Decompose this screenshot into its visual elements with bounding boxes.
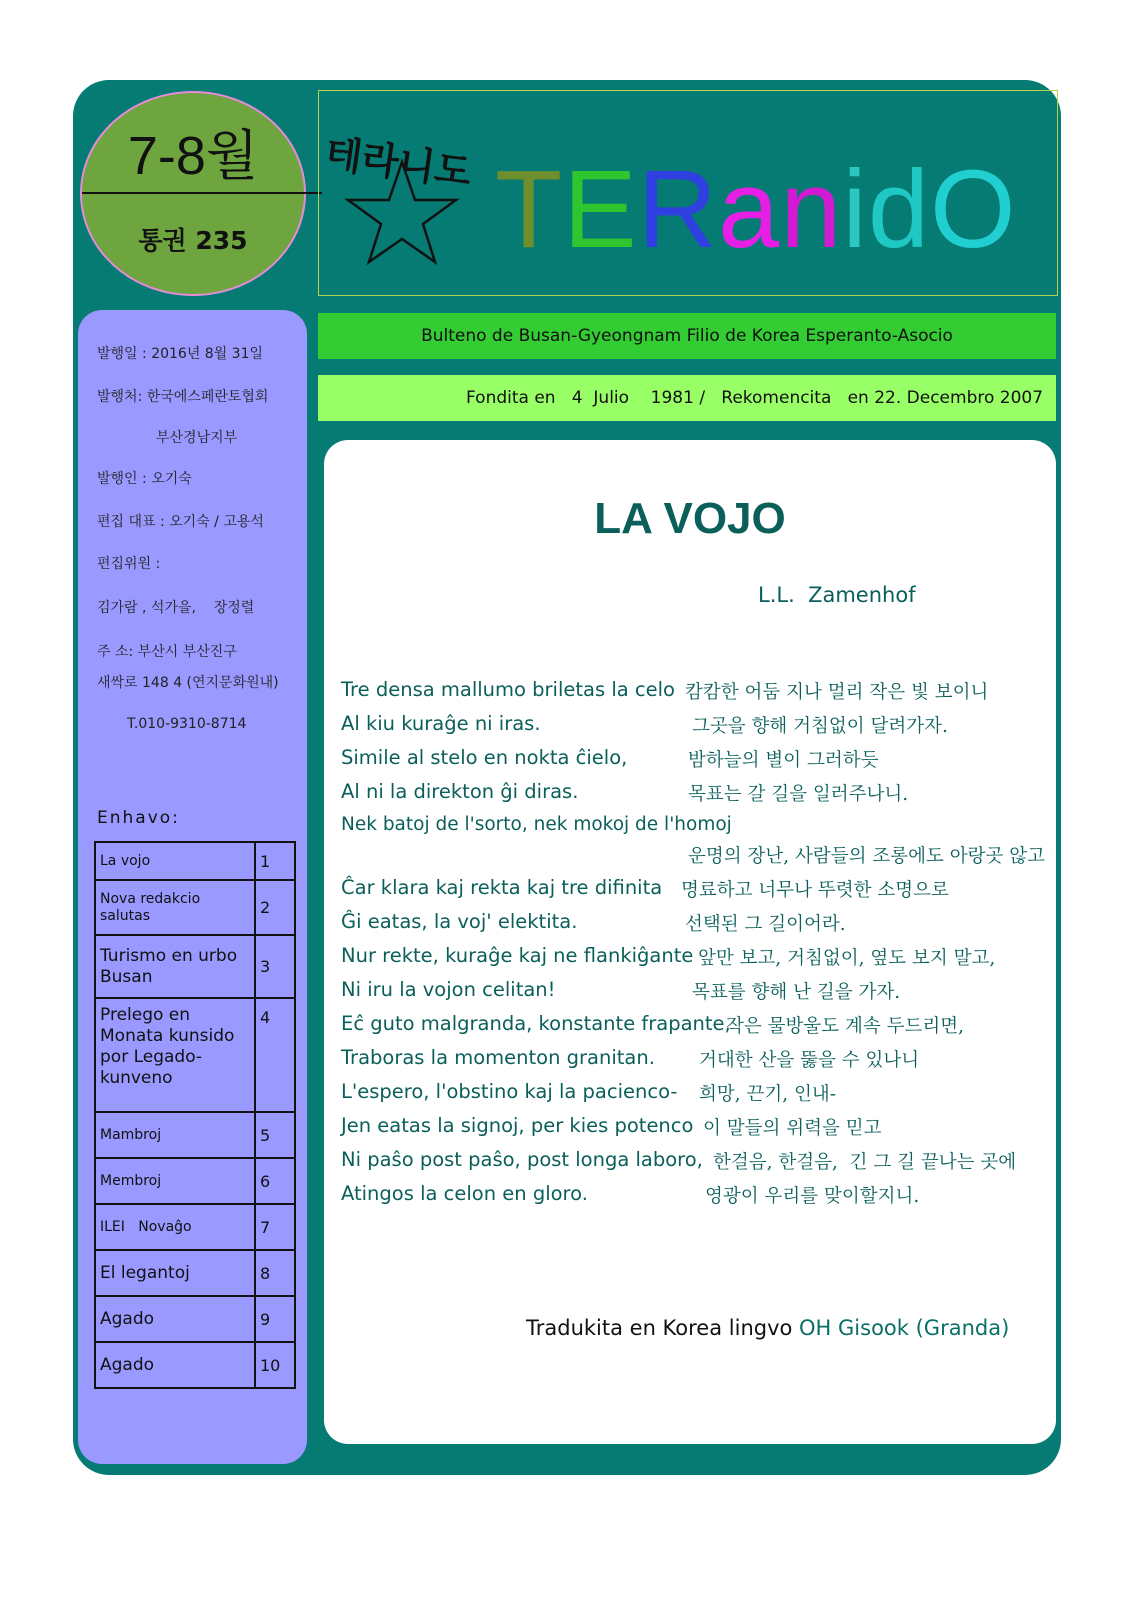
toc-title: Nova redakcio salutas [95, 880, 255, 935]
toc-page: 8 [255, 1250, 295, 1296]
korean-line: 명료하고 너무나 뚜렷한 소명으로 [681, 880, 949, 901]
toc-row[interactable] [95, 1296, 295, 1342]
esperanto-line: Ni iru la vojon celitan! [341, 978, 556, 1001]
issuer: 발행인 : 오기숙 [97, 471, 192, 487]
article-title: LA VOJO [594, 494, 786, 543]
poem-line [341, 746, 1061, 780]
toc-page: 6 [255, 1158, 295, 1204]
toc-page: 10 [255, 1342, 295, 1388]
esperanto-line: Ĉar klara kaj rekta kaj tre difinita [341, 876, 663, 899]
esperanto-line: Atingos la celon en gloro. [341, 1182, 588, 1205]
poem-line [341, 678, 1061, 712]
address-line-2: 새싹로 148 4 (연지문화원내) [97, 675, 279, 691]
translator-name: OH Gisook (Granda) [799, 1316, 1010, 1340]
korean-line: 이 말들의 위력을 믿고 [703, 1118, 882, 1139]
masthead-logo [495, 150, 1017, 270]
logo-letter: n [780, 148, 843, 271]
toc-page: 1 [255, 842, 295, 880]
logo-letter: a [718, 148, 781, 271]
poem-line [341, 1012, 1061, 1046]
toc-page: 5 [255, 1112, 295, 1158]
toc-row[interactable] [95, 935, 295, 998]
korean-line: 거대한 산을 뚫을 수 있나니 [699, 1050, 920, 1071]
toc-page: 2 [255, 880, 295, 935]
logo-letter: E [563, 148, 638, 271]
korean-line: 앞만 보고, 거침없이, 옆도 보지 말고, [698, 948, 996, 969]
poem-line [341, 780, 1061, 814]
korean-line: 한걸음, 한걸음, 긴 그 길 끝나는 곳에 [713, 1152, 1017, 1173]
toc-title: El legantoj [95, 1250, 255, 1296]
toc-row[interactable] [95, 1112, 295, 1158]
korean-line: 캄캄한 어둠 지나 멀리 작은 빛 보이니 [685, 682, 989, 703]
korean-line: 그곳을 향해 거침없이 달려가자. [692, 716, 948, 737]
toc-title: Agado [95, 1342, 255, 1388]
esperanto-line: Ni paŝo post paŝo, post longa laboro, [341, 1148, 703, 1171]
toc-row[interactable] [95, 1250, 295, 1296]
editor-rep: 편집 대표 : 오기숙 / 고용석 [97, 514, 264, 530]
korean-line: 영광이 우리를 맞이할지니. [705, 1186, 920, 1207]
toc-row[interactable] [95, 1204, 295, 1250]
poem-line [341, 712, 1061, 746]
korean-title: 테라니도 [322, 130, 475, 195]
esperanto-line: Al ni la direkton ĝi diras. [341, 780, 579, 803]
toc-row[interactable] [95, 842, 295, 880]
logo-letter: R [637, 148, 719, 271]
toc-page: 3 [255, 935, 295, 998]
toc-title: Membroj [95, 1158, 255, 1204]
logo-letter: O [930, 148, 1017, 271]
founded-text: Fondita en 4 Julio 1981 / Rekomencita en 22. Decembro 2007 [466, 388, 1044, 408]
toc-row[interactable] [95, 880, 295, 935]
star-icon [342, 158, 462, 268]
toc-row[interactable] [95, 1342, 295, 1388]
toc-row[interactable] [95, 998, 295, 1112]
subtitle-banner [318, 313, 1056, 359]
esperanto-line: Tre densa mallumo briletas la celo [341, 678, 675, 701]
subtitle-text: Bulteno de Busan-Gyeongnam Filio de Korea Esperanto-Asocio [421, 326, 953, 346]
phone: T.010-9310-8714 [127, 716, 247, 732]
publisher-branch: 부산경남지부 [156, 430, 238, 446]
korean-line: 목표는 갈 길을 일러주나니. [688, 784, 909, 805]
poem-line [341, 1080, 1061, 1114]
translator-prefix: Tradukita en Korea lingvo [526, 1316, 800, 1340]
esperanto-line: L'espero, l'obstino kaj la pacienco- [341, 1080, 678, 1103]
translator-credit [526, 1316, 1009, 1340]
poem-line [341, 1046, 1061, 1080]
toc-title: Agado [95, 1296, 255, 1342]
poem-line [341, 842, 1061, 876]
issue-month: 7-8월 [127, 126, 259, 186]
poem-line [341, 1114, 1061, 1148]
poem-line [341, 978, 1061, 1012]
poem-line [341, 910, 1061, 944]
logo-letter: i [842, 148, 868, 271]
esperanto-line: Eĉ guto malgranda, konstante frapante, [341, 1012, 731, 1035]
publish-date: 발행일 : 2016년 8월 31일 [97, 346, 264, 362]
korean-line: 운명의 장난, 사람들의 조롱에도 아랑곳 않고 [688, 846, 1045, 867]
toc-title: Prelego en Monata kunsido por Legado-kunveno [95, 998, 255, 1112]
poem-line [341, 1148, 1061, 1182]
korean-line: 희망, 끈기, 인내- [699, 1084, 836, 1105]
issue-divider [82, 192, 322, 194]
esperanto-line: Ĝi eatas, la voj' elektita. [341, 910, 578, 933]
toc-title: Mambroj [95, 1112, 255, 1158]
korean-line: 작은 물방울도 계속 두드리면, [726, 1016, 964, 1037]
contents-table [94, 841, 296, 1389]
poem-line [341, 876, 1061, 910]
toc-row[interactable] [95, 1158, 295, 1204]
korean-line: 목표를 향해 난 길을 가자. [692, 982, 901, 1003]
esperanto-line: Al kiu kuraĝe ni iras. [341, 712, 541, 735]
toc-page: 4 [255, 998, 295, 1112]
contents-heading: Enhavo: [97, 808, 180, 828]
publisher: 발행처: 한국에스페란토협회 [97, 389, 269, 405]
korean-line: 선택된 그 길이어라. [685, 914, 846, 935]
esperanto-line: Jen eatas la signoj, per kies potenco [341, 1114, 694, 1137]
editors-list: 김가람 , 석가을, 장정렬 [97, 600, 255, 616]
esperanto-line: Simile al stelo en nokta ĉielo, [341, 746, 628, 769]
address-line-1: 주 소: 부산시 부산진구 [97, 644, 237, 660]
toc-title: Turismo en urbo Busan [95, 935, 255, 998]
poem-line [341, 944, 1061, 978]
toc-title: ILEI Novaĝo [95, 1204, 255, 1250]
logo-letter: d [867, 148, 931, 271]
toc-page: 9 [255, 1296, 295, 1342]
esperanto-line: Nur rekte, kuraĝe kaj ne flankiĝante [341, 944, 694, 967]
founded-banner [318, 375, 1056, 421]
logo-letter: T [495, 148, 564, 271]
issue-number: 통권 235 [138, 226, 248, 255]
poem-line [341, 1182, 1061, 1216]
article-author: L.L. Zamenhof [758, 583, 916, 607]
esperanto-line: Traboras la momenton granitan. [341, 1046, 655, 1069]
poem [341, 678, 1061, 1216]
poem-line [341, 814, 1061, 842]
toc-page: 7 [255, 1204, 295, 1250]
esperanto-line: Nek batoj de l'sorto, nek mokoj de l'homoj [341, 814, 732, 835]
toc-title: La vojo [95, 842, 255, 880]
korean-line: 밤하늘의 별이 그러하듯 [688, 750, 879, 771]
editors-label: 편집위원 : [97, 556, 161, 572]
